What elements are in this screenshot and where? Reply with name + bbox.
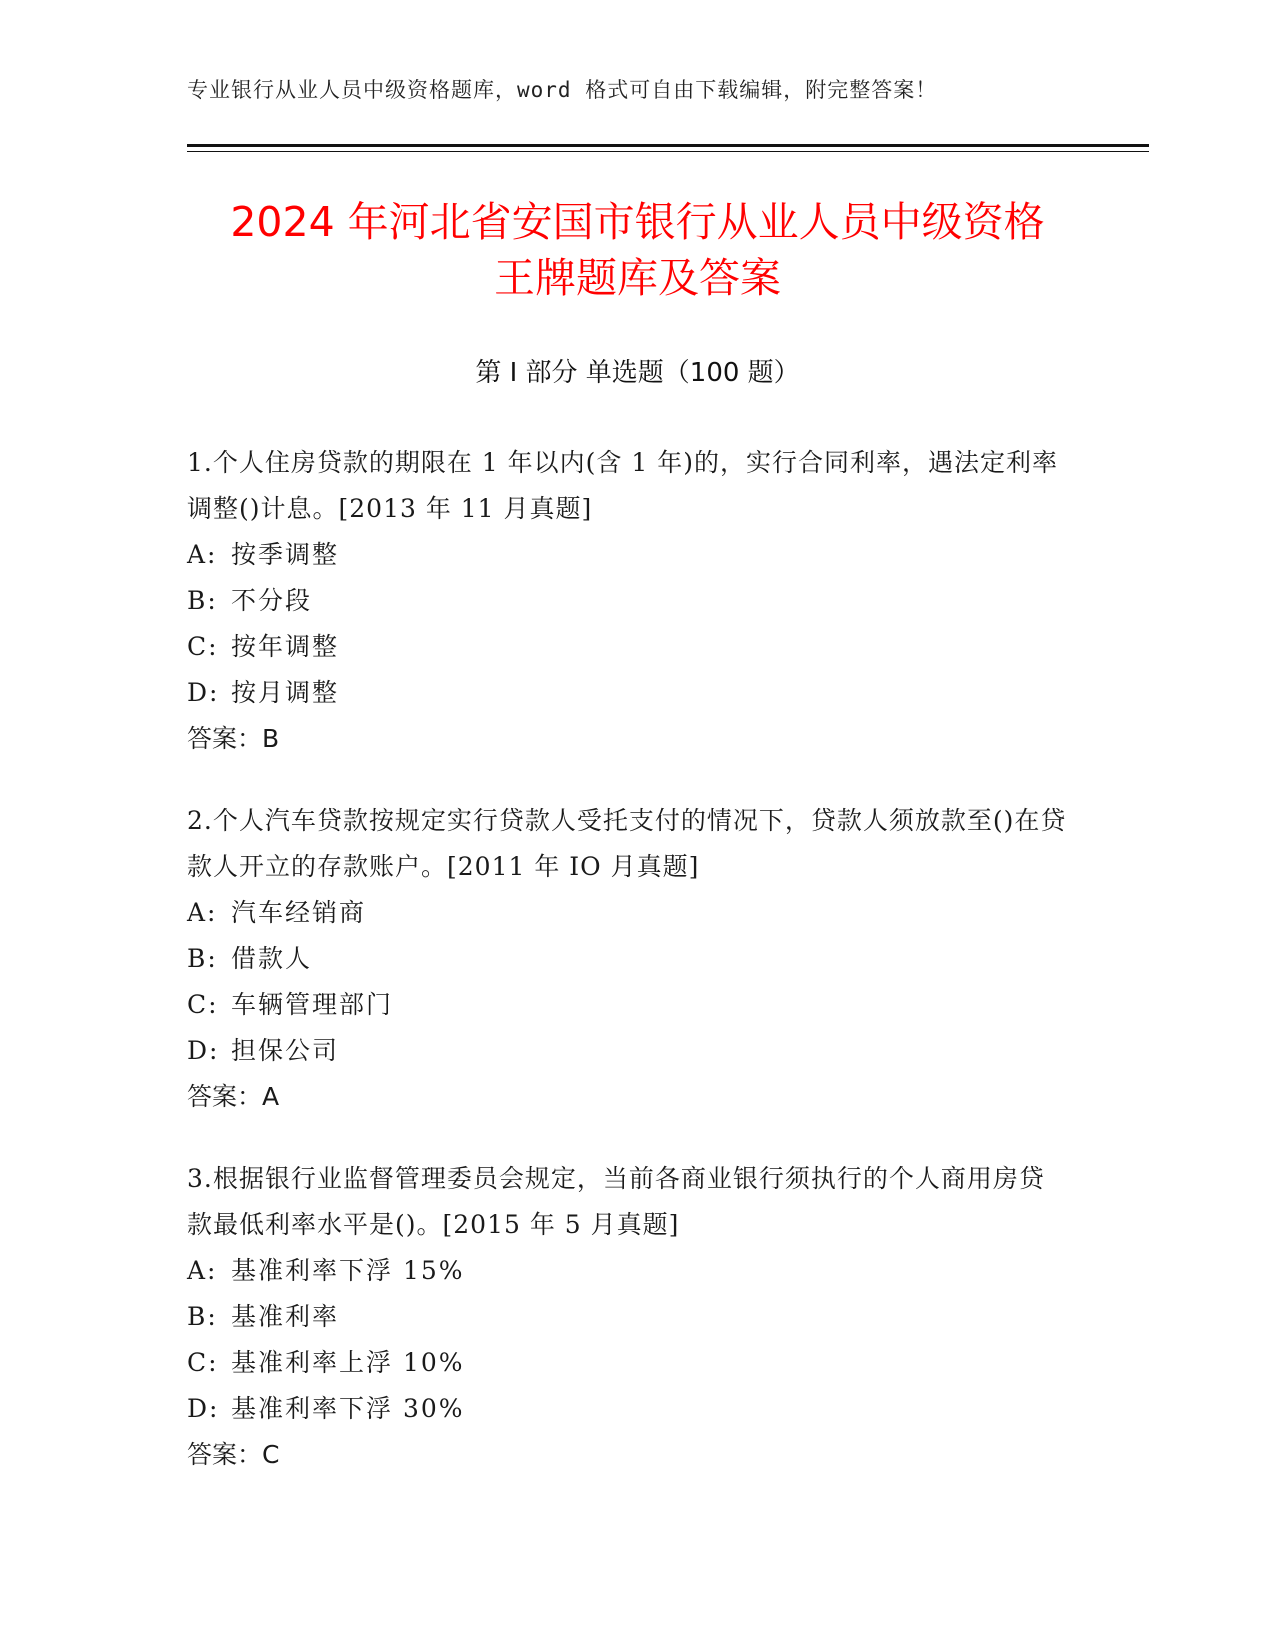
option-b bbox=[187, 936, 1067, 982]
question-1 bbox=[187, 440, 1067, 762]
document-title bbox=[120, 194, 1155, 306]
option-text: 基准利率上浮 10% bbox=[231, 1348, 465, 1377]
option-text: 汽车经销商 bbox=[231, 898, 367, 927]
answer: 答案：C bbox=[187, 1440, 280, 1469]
question-3 bbox=[187, 1156, 1067, 1478]
option-a bbox=[187, 890, 1067, 936]
option-label: A: bbox=[187, 540, 218, 569]
option-label: C: bbox=[187, 632, 219, 661]
option-text: 基准利率下浮 30% bbox=[231, 1394, 465, 1423]
option-label: B: bbox=[187, 944, 218, 973]
option-text: 担保公司 bbox=[231, 1036, 340, 1065]
option-d bbox=[187, 1028, 1067, 1074]
option-label: C: bbox=[187, 990, 219, 1019]
option-text: 借款人 bbox=[231, 944, 313, 973]
question-list bbox=[187, 440, 1067, 1514]
answer: 答案：A bbox=[187, 1082, 280, 1111]
option-label: A: bbox=[187, 1256, 218, 1285]
option-label: D: bbox=[187, 678, 220, 707]
option-c bbox=[187, 982, 1067, 1028]
title-line-1: 2024 年河北省安国市银行从业人员中级资格 bbox=[230, 198, 1045, 246]
title-line-2: 王牌题库及答案 bbox=[494, 254, 781, 302]
option-text: 车辆管理部门 bbox=[231, 990, 394, 1019]
header-rule-thin bbox=[187, 151, 1149, 152]
option-label: C: bbox=[187, 1348, 219, 1377]
option-label: B: bbox=[187, 586, 218, 615]
question-text: 3.根据银行业监督管理委员会规定，当前各商业银行须执行的个人商用房贷款最低利率水平是()。[2015 年 5 月真题] bbox=[187, 1164, 1045, 1239]
option-c bbox=[187, 1340, 1067, 1386]
option-label: A: bbox=[187, 898, 218, 927]
header-rule-thick bbox=[187, 144, 1149, 147]
option-text: 按月调整 bbox=[231, 678, 340, 707]
option-a bbox=[187, 532, 1067, 578]
option-text: 不分段 bbox=[231, 586, 313, 615]
option-d bbox=[187, 1386, 1067, 1432]
option-text: 按年调整 bbox=[231, 632, 340, 661]
question-text: 1.个人住房贷款的期限在 1 年以内(含 1 年)的，实行合同利率，遇法定利率调整()计息。[2013 年 11 月真题] bbox=[187, 448, 1058, 523]
option-text: 基准利率 bbox=[231, 1302, 340, 1331]
option-label: D: bbox=[187, 1036, 220, 1065]
option-b bbox=[187, 1294, 1067, 1340]
option-d bbox=[187, 670, 1067, 716]
option-b bbox=[187, 578, 1067, 624]
option-a bbox=[187, 1248, 1067, 1294]
option-label: B: bbox=[187, 1302, 218, 1331]
option-c bbox=[187, 624, 1067, 670]
option-text: 基准利率下浮 15% bbox=[231, 1256, 465, 1285]
option-text: 按季调整 bbox=[231, 540, 340, 569]
option-label: D: bbox=[187, 1394, 220, 1423]
answer: 答案：B bbox=[187, 724, 280, 753]
section-title: 第 I 部分 单选题（100 题） bbox=[475, 358, 800, 388]
question-text: 2.个人汽车贷款按规定实行贷款人受托支付的情况下，贷款人须放款至()在贷款人开立的存款账户。[2011 年 IO 月真题] bbox=[187, 806, 1067, 881]
question-2 bbox=[187, 798, 1067, 1120]
header-note: 专业银行从业人员中级资格题库，word 格式可自由下载编辑，附完整答案！ bbox=[187, 78, 938, 102]
